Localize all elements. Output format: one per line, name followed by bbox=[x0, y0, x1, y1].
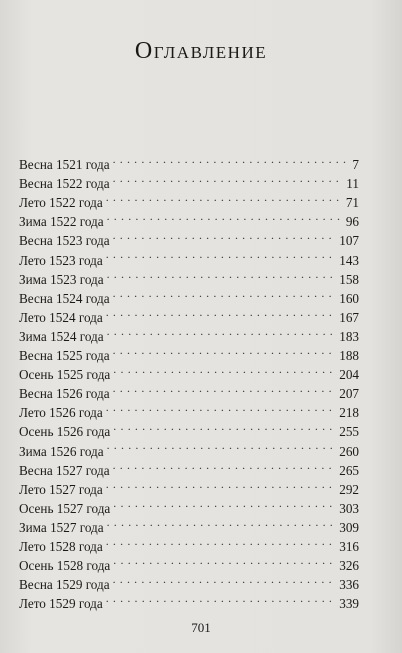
dot-leader bbox=[106, 532, 337, 551]
toc-entry-page: 143 bbox=[339, 252, 359, 268]
toc-entry-page: 336 bbox=[339, 577, 359, 593]
toc-entry-page: 326 bbox=[339, 558, 359, 574]
toc-entry-label: Лето 1522 года bbox=[19, 195, 103, 211]
dot-leader bbox=[113, 360, 336, 379]
toc-entry-page: 316 bbox=[339, 538, 359, 554]
dot-leader bbox=[107, 436, 337, 455]
page-title: Оглавление bbox=[134, 38, 268, 64]
dot-leader bbox=[106, 188, 343, 207]
toc-entry-page: 218 bbox=[339, 405, 359, 421]
toc-entry-label: Осень 1528 года bbox=[19, 558, 111, 574]
page-number: 701 bbox=[191, 620, 211, 635]
dot-leader bbox=[113, 169, 344, 188]
toc-entry-page: 11 bbox=[346, 176, 359, 192]
dot-leader bbox=[113, 341, 337, 360]
toc-entry-page: 167 bbox=[339, 309, 359, 325]
dot-leader bbox=[113, 226, 337, 245]
toc-entry-label: Осень 1525 года bbox=[19, 367, 111, 383]
toc-entry-label: Осень 1527 года bbox=[19, 500, 111, 516]
dot-leader bbox=[113, 379, 337, 398]
toc-entry-label: Лето 1528 года bbox=[19, 538, 103, 554]
dot-leader bbox=[107, 513, 337, 532]
toc-entry-label: Лето 1529 года bbox=[19, 596, 103, 612]
dot-leader bbox=[113, 150, 350, 169]
toc-entry-label: Лето 1526 года bbox=[19, 405, 103, 421]
dot-leader bbox=[107, 322, 337, 341]
toc-entry-label: Зима 1522 года bbox=[19, 214, 104, 230]
dot-leader bbox=[113, 456, 337, 475]
toc-entry-page: 7 bbox=[352, 157, 359, 173]
toc-entry-label: Зима 1526 года bbox=[19, 443, 104, 459]
toc-entry-page: 260 bbox=[339, 443, 359, 459]
toc-entry-label: Весна 1521 года bbox=[19, 157, 110, 173]
toc-entry-page: 160 bbox=[339, 290, 359, 306]
dot-leader bbox=[107, 207, 343, 226]
toc-entry-page: 255 bbox=[339, 424, 359, 440]
toc-entry-page: 71 bbox=[345, 195, 359, 211]
toc-entry-label: Весна 1525 года bbox=[19, 348, 110, 364]
toc-entry-page: 188 bbox=[339, 348, 359, 364]
toc-entry-label: Весна 1526 года bbox=[19, 386, 110, 402]
toc-entry-label: Лето 1527 года bbox=[19, 481, 103, 497]
dot-leader bbox=[113, 551, 336, 570]
toc-entry-label: Весна 1523 года bbox=[19, 233, 110, 249]
dot-leader bbox=[106, 303, 337, 322]
toc-entry-page: 265 bbox=[339, 462, 359, 478]
toc-entry-page: 158 bbox=[339, 271, 359, 287]
toc-entry-label: Осень 1526 года bbox=[19, 424, 111, 440]
dot-leader bbox=[106, 398, 337, 417]
table-of-contents bbox=[19, 150, 359, 612]
toc-entry-label: Зима 1527 года bbox=[19, 519, 104, 535]
dot-leader bbox=[107, 265, 337, 284]
toc-entry-page: 309 bbox=[339, 519, 359, 535]
toc-entry-page: 204 bbox=[339, 367, 359, 383]
dot-leader bbox=[106, 589, 337, 608]
toc-entry-page: 303 bbox=[339, 500, 359, 516]
toc-entry-label: Зима 1524 года bbox=[19, 328, 104, 344]
dot-leader bbox=[113, 284, 337, 303]
toc-entry-page: 96 bbox=[345, 214, 359, 230]
dot-leader bbox=[113, 417, 336, 436]
toc-entry-label: Весна 1529 года bbox=[19, 577, 110, 593]
toc-entry-page: 107 bbox=[339, 233, 359, 249]
toc-entry-label: Лето 1524 года bbox=[19, 309, 103, 325]
dot-leader bbox=[106, 475, 337, 494]
toc-entry-label: Зима 1523 года bbox=[19, 271, 104, 287]
toc-entry-label: Лето 1523 года bbox=[19, 252, 103, 268]
toc-entry bbox=[19, 150, 359, 173]
toc-entry-label: Весна 1522 года bbox=[19, 176, 110, 192]
toc-entry-label: Весна 1524 года bbox=[19, 290, 110, 306]
dot-leader bbox=[113, 570, 337, 589]
toc-entry-page: 183 bbox=[339, 328, 359, 344]
toc-entry-label: Весна 1527 года bbox=[19, 462, 110, 478]
toc-entry-page: 207 bbox=[339, 386, 359, 402]
toc-entry-page: 292 bbox=[339, 481, 359, 497]
dot-leader bbox=[106, 245, 337, 264]
toc-entry-page: 339 bbox=[339, 596, 359, 612]
dot-leader bbox=[113, 494, 336, 513]
